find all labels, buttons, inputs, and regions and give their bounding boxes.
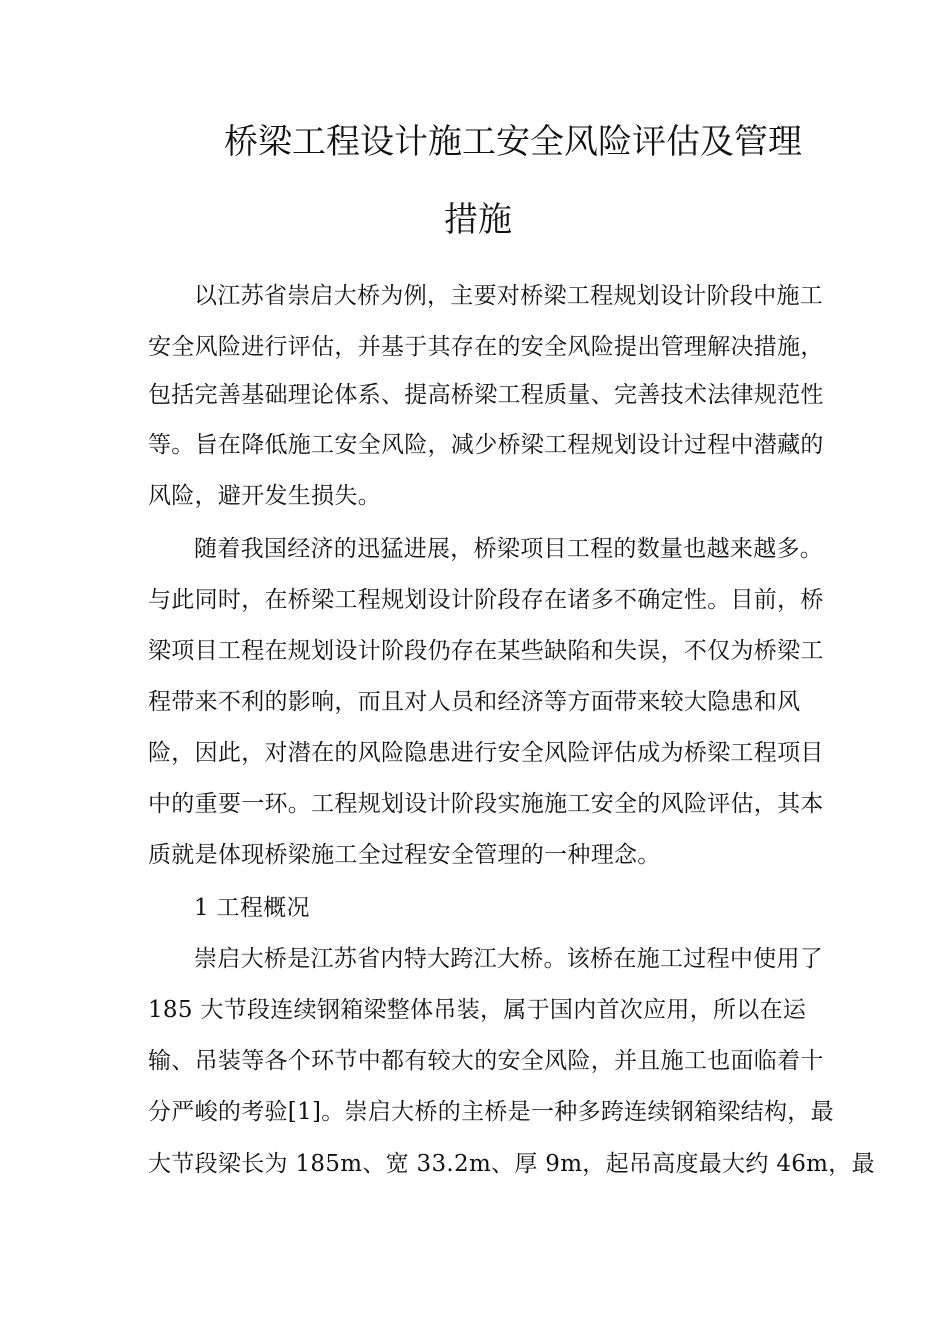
paragraph-line: 等。旨在降低施工安全风险，减少桥梁工程规划设计过程中潜藏的 — [148, 432, 824, 458]
paragraph-line: 185 大节段连续钢箱梁整体吊装，属于国内首次应用，所以在运 — [148, 997, 807, 1023]
paragraph-line: 以江苏省崇启大桥为例，主要对桥梁工程规划设计阶段中施工 — [194, 283, 824, 309]
paragraph-line: 分严峻的考验[1]。崇启大桥的主桥是一种多跨连续钢箱梁结构，最 — [148, 1099, 834, 1125]
paragraph-line: 中的重要一环。工程规划设计阶段实施施工安全的风险评估，其本 — [148, 791, 824, 817]
document-title-line-2: 措施 — [444, 200, 512, 240]
section-heading: 1 工程概况 — [194, 895, 310, 921]
paragraph-line: 大节段梁长为 185m、宽 33.2m、厚 9m，起吊高度最大约 46m，最 — [148, 1151, 875, 1177]
paragraph-line: 程带来不利的影响，而且对人员和经济等方面带来较大隐患和风 — [148, 689, 801, 715]
paragraph-line: 随着我国经济的迅猛进展，桥梁项目工程的数量也越来越多。 — [194, 536, 824, 562]
paragraph-line: 崇启大桥是江苏省内特大跨江大桥。该桥在施工过程中使用了 — [194, 946, 824, 972]
paragraph-line: 风险，避开发生损失。 — [148, 483, 381, 509]
paragraph-line: 输、吊装等各个环节中都有较大的安全风险，并且施工也面临着十 — [148, 1048, 824, 1074]
paragraph-line: 包括完善基础理论体系、提高桥梁工程质量、完善技术法律规范性 — [148, 382, 824, 408]
paragraph-line: 质就是体现桥梁施工全过程安全管理的一种理念。 — [148, 842, 661, 868]
paragraph-line: 安全风险进行评估，并基于其存在的安全风险提出管理解决措施， — [148, 334, 824, 360]
document-title-line-1: 桥梁工程设计施工安全风险评估及管理 — [224, 122, 802, 162]
paragraph-line: 与此同时，在桥梁工程规划设计阶段存在诸多不确定性。目前，桥 — [148, 587, 824, 613]
paragraph-line: 梁项目工程在规划设计阶段仍存在某些缺陷和失误，不仅为桥梁工 — [148, 638, 824, 664]
paragraph-line: 险，因此，对潜在的风险隐患进行安全风险评估成为桥梁工程项目 — [148, 740, 824, 766]
